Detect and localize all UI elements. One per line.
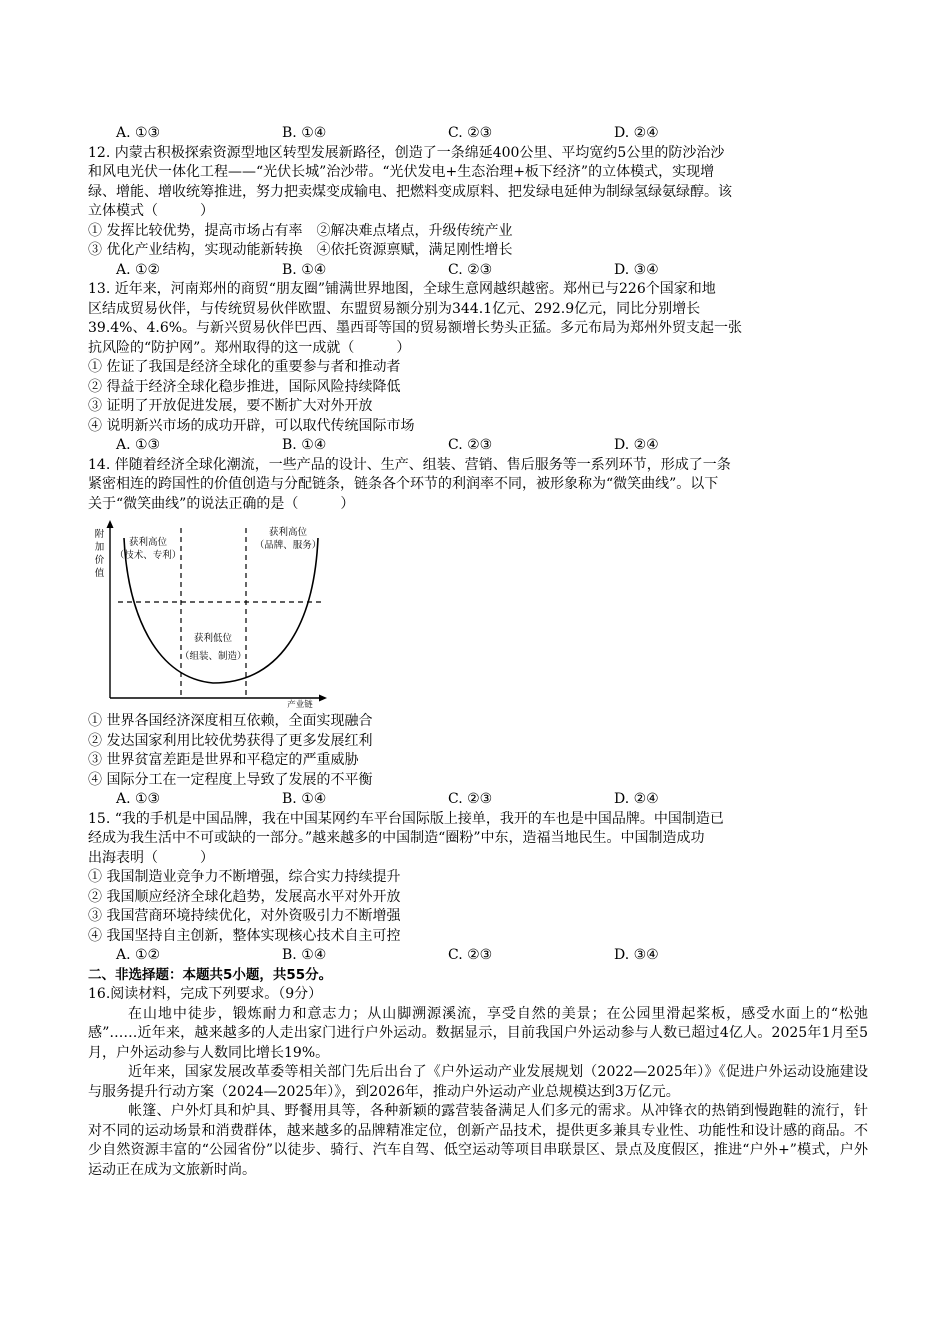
q11-option-b: B. ①④ [282, 125, 327, 141]
q14-option-d: D. ②④ [614, 791, 659, 807]
q15-statement: ④ 我国坚持自主创新，整体实现核心技术自主可控 [88, 927, 401, 944]
q14-stem-line: 关于“微笑曲线”的说法正确的是（ ） [88, 495, 355, 512]
q14-options [88, 790, 868, 810]
q14-statement: ③ 世界贫富差距是世界和平稳定的严重威胁 [88, 752, 359, 768]
left-high-label: 获利高位 （技术、专利） [114, 537, 182, 561]
q14-statement: ① 世界各国经济深度相互依赖，全面实现融合 [88, 713, 373, 729]
q13-statement: ③ 证明了开放促进发展，要不断扩大对外开放 [88, 398, 373, 414]
q13-stem-line: 区结成贸易伙伴，与传统贸易伙伴欧盟、东盟贸易额分别为344.1亿元、292.9亿元，同比分别增长 [88, 300, 701, 317]
question-12 [88, 144, 868, 281]
q11-option-a: A. ①③ [116, 125, 161, 141]
q14-option-c: C. ②③ [448, 791, 493, 807]
q13-option-b: B. ①④ [282, 437, 327, 453]
x-axis-label: 产业链 [287, 700, 313, 710]
q12-option-b: B. ①④ [282, 261, 327, 278]
section-2-heading: 二、非选择题：本题共5小题，共55分。 [88, 966, 333, 983]
q13-statement: ④ 说明新兴市场的成功开辟，可以取代传统国际市场 [88, 417, 415, 434]
q15-stem-line: 出海表明（ ） [88, 849, 214, 866]
q12-statement: ③ 优化产业结构，实现动能新转换 ④依托资源禀赋，满足刚性增长 [88, 242, 513, 258]
q14-stem-line: 紧密相连的跨国性的价值创造与分配链条，链条各个环节的利润率不同，被形象称为“微笑曲线”。以下 [88, 476, 719, 492]
exam-page [88, 124, 868, 1180]
q15-options [88, 946, 868, 966]
q14-statement: ② 发达国家利用比较优势获得了更多发展红利 [88, 732, 373, 749]
q15-statement: ① 我国制造业竞争力不断增强，综合实力持续提升 [88, 869, 401, 885]
q11-option-d: D. ②④ [614, 125, 659, 141]
q15-option-a: A. ①② [116, 947, 161, 963]
q13-option-a: A. ①③ [116, 437, 161, 453]
smile-curve-figure [88, 518, 868, 710]
q14-stem-line: 14. 伴随着经济全球化潮流，一些产品的设计、生产、组装、营销、售后服务等一系列环节，形成了一条 [88, 456, 731, 473]
low-position-label: 获利低位 （组装、制造） [180, 633, 247, 662]
q13-option-c: C. ②③ [448, 437, 493, 453]
q14-statement: ④ 国际分工在一定程度上导致了发展的不平衡 [88, 771, 373, 788]
q12-stem-line: 立体模式（ ） [88, 203, 214, 219]
q13-stem-line: 39.4%、4.6%。与新兴贸易伙伴巴西、墨西哥等国的贸易额增长势头正猛。多元布局为郑州外贸支起一张 [88, 320, 743, 336]
q14-option-a: A. ①③ [116, 791, 161, 807]
q15-option-d: D. ③④ [614, 947, 659, 963]
right-high-label: 获利高位 （品牌、服务） [254, 527, 322, 551]
q12-stem-line: 绿、增能、增收统筹推进，努力把卖煤变成输电、把燃料变成原料、把发绿电延伸为制绿氢绿氨绿醇。该 [88, 183, 732, 200]
q16-material-paragraph-3: 帐篷、户外灯具和炉具、野餐用具等，各种新颖的露营装备满足人们多元的需求。从冲锋衣的热销到慢跑鞋的流行，针对不同的运动场景和消费群体，越来越多的品牌精准定位，创新产品技术，提供更多兼具专业性、功能性和设计感的商品。不少自然资源丰富的“公园省份”以徒步、骑行、汽车自驾、低空运动等项目串联景区、景点及度假区，推进“户外+”模式，户外运动正在成为文旅新时尚。 [88, 1103, 868, 1178]
q11-option-c: C. ②③ [448, 125, 493, 141]
q12-stem-line: 和风电光伏一体化工程——“光伏长城”治沙带。“光伏发电+生态治理+板下经济”的立体模式，实现增 [88, 164, 715, 180]
q15-stem-line: 经成为我生活中不可或缺的一部分。”越来越多的中国制造“圈粉”中东，造福当地民生。中国制造成功 [88, 830, 705, 846]
q13-option-d: D. ②④ [614, 437, 659, 453]
q15-stem-line: 15. “我的手机是中国品牌，我在中国某网约车平台国际版上接单，我开的车也是中国品牌。中国制造已 [88, 810, 724, 827]
q15-option-c: C. ②③ [448, 947, 493, 963]
q13-statement: ① 佐证了我国是经济全球化的重要参与者和推动者 [88, 359, 401, 375]
q15-option-b: B. ①④ [282, 947, 327, 963]
question-14 [88, 456, 868, 810]
q16-intro: 16.阅读材料，完成下列要求。（9分） [88, 986, 323, 1002]
y-axis-label: 附 加 价 值 [94, 529, 105, 579]
x-axis-arrow [319, 695, 327, 702]
q12-option-c: C. ②③ [448, 261, 493, 278]
q15-statement: ② 我国顺应经济全球化趋势，发展高水平对外开放 [88, 888, 401, 905]
y-axis-arrow [107, 520, 114, 528]
question-15 [88, 810, 868, 966]
question-13 [88, 280, 868, 456]
q12-options [88, 261, 868, 281]
q12-option-a: A. ①② [116, 261, 161, 278]
q11-options [88, 124, 868, 144]
q12-option-d: D. ③④ [614, 261, 659, 278]
q15-statement: ③ 我国营商环境持续优化，对外资吸引力不断增强 [88, 908, 401, 924]
q16-material-paragraph-1: 在山地中徒步，锻炼耐力和意志力；从山脚溯源溪流，享受自然的美景；在公园里滑起桨板，感受水面上的“松弛感”……近年来，越来越多的人走出家门进行户外运动。数据显示，目前我国户外运动参与人数已超过4亿人。2025年1月至5月，户外运动参与人数同比增长19%。 [88, 1005, 868, 1061]
q16-material-paragraph-2: 近年来，国家发展改革委等相关部门先后出台了《户外运动产业发展规划（2022—2025年）》《促进户外运动设施建设与服务提升行动方案（2024—2025年）》，到2026年，推动户外运动产业总规模达到3万亿元。 [88, 1064, 868, 1100]
q13-stem-line: 抗风险的“防护网”。郑州取得的这一成就（ ） [88, 339, 411, 356]
q13-statement: ② 得益于经济全球化稳步推进，国际风险持续降低 [88, 378, 401, 395]
q13-stem-line: 13. 近年来，河南郑州的商贸“朋友圈”铺满世界地图，全球生意网越织越密。郑州已与226个国家和地 [88, 281, 716, 297]
q12-stem-line: 12. 内蒙古积极探索资源型地区转型发展新路径，创造了一条绵延400公里、平均宽约5公里的防沙治沙 [88, 144, 725, 161]
q12-statement: ① 发挥比较优势，提高市场占有率 ②解决难点堵点，升级传统产业 [88, 222, 513, 239]
q14-option-b: B. ①④ [282, 791, 327, 807]
q13-options [88, 436, 868, 456]
